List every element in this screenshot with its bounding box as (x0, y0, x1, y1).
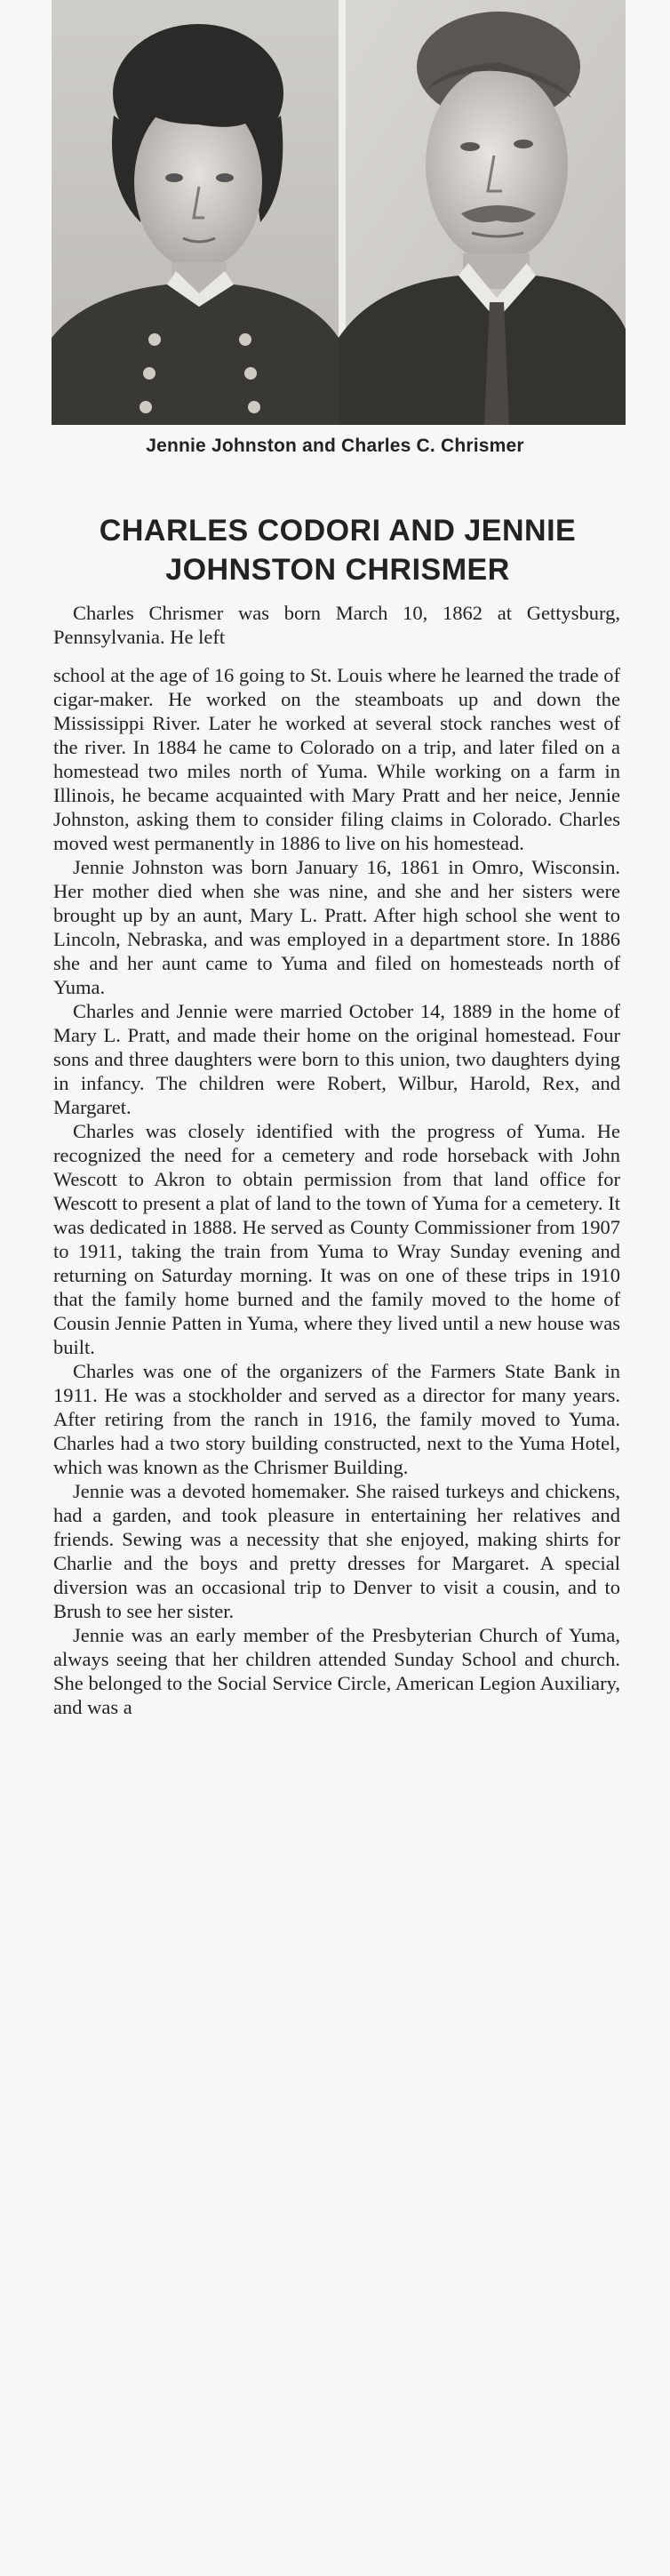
portrait-jennie-johnston (52, 0, 339, 425)
paragraph-jennie-early-life: Jennie Johnston was born January 16, 1861 in Omro, Wisconsin. Her mother died when she was nine, and she and her sisters were brought up by an aunt, Mary L. Pratt. After high school she went to Lincoln, Nebraska, and was employed in a department store. In 1886 she and her aunt came to Yuma and filed on homesteads north of Yuma. (53, 856, 620, 998)
paragraph-homemaker: Jennie was a devoted homemaker. She raised turkeys and chickens, had a garden, and took pleasure in entertaining her relatives and friends. Sewing was a necessity that she enjoyed, making shirts for Charlie and the boys and pretty dresses for Margaret. A special diversion was an occasional trip to Denver to visit a cousin, and to Brush to see her sister. (53, 1480, 620, 1622)
photo-caption: Jennie Johnston and Charles C. Chrismer (146, 436, 524, 456)
paragraph-charles-early-life: school at the age of 16 going to St. Louis where he learned the trade of cigar-maker. He worked on the steamboats up and down the Mississippi River. Later he worked at several stock ranches west of the river. In 1884 he came to Colorado on a trip, and later filed on a homestead two miles north of Yuma. While working on a farm in Illinois, he became acquainted with Mary Pratt and her neice, Jennie Johnston, asking them to consider filing claims in Colorado. Charles moved west permanently in 1886 to live on his homestead. (53, 664, 620, 854)
paragraph-bank: Charles was one of the organizers of the Farmers State Bank in 1911. He was a stockholder and served as a director for many years. After retiring from the ranch in 1916, the family moved to Yuma. Charles had a two story building constructed, next to the Yuma Hotel, which was known as the Chrismer Building. (53, 1360, 620, 1478)
article-body (53, 601, 620, 1719)
paragraph-civic-work: Charles was closely identified with the progress of Yuma. He recognized the need for a cemetery and rode horseback with John Wescott to Akron to obtain permission from that land office for Wescott to present a plat of land to the town of Yuma for a cemetery. It was dedicated in 1888. He served as County Commissioner from 1907 to 1911, taking the train from Yuma to Wray Sunday evening and returning on Saturday morning. It was on one of these trips in 1910 that the family home burned and the family moved to the home of Cousin Jennie Patten in Yuma, where they lived until a new house was built. (53, 1120, 620, 1358)
paragraph-marriage: Charles and Jennie were married October 14, 1889 in the home of Mary L. Pratt, and made their home on the original homestead. Four sons and three daughters were born to this union, two daughters dying in infancy. The children were Robert, Wilbur, Harold, Rex, and Margaret. (53, 1000, 620, 1118)
paragraph-church: Jennie was an early member of the Presbyterian Church of Yuma, always seeing that her children attended Sunday School and church. She belonged to the Social Service Circle, American Legion Auxiliary, and was a (53, 1624, 620, 1718)
portrait-photos (52, 0, 626, 425)
article-title: CHARLES CODORI AND JENNIE JOHNSTON CHRISMER (99, 514, 577, 587)
portrait-charles-chrismer (339, 0, 626, 425)
paragraph-birth-charles: Charles Chrismer was born March 10, 1862 at Gettysburg, Pennsylvania. He left (53, 602, 620, 648)
